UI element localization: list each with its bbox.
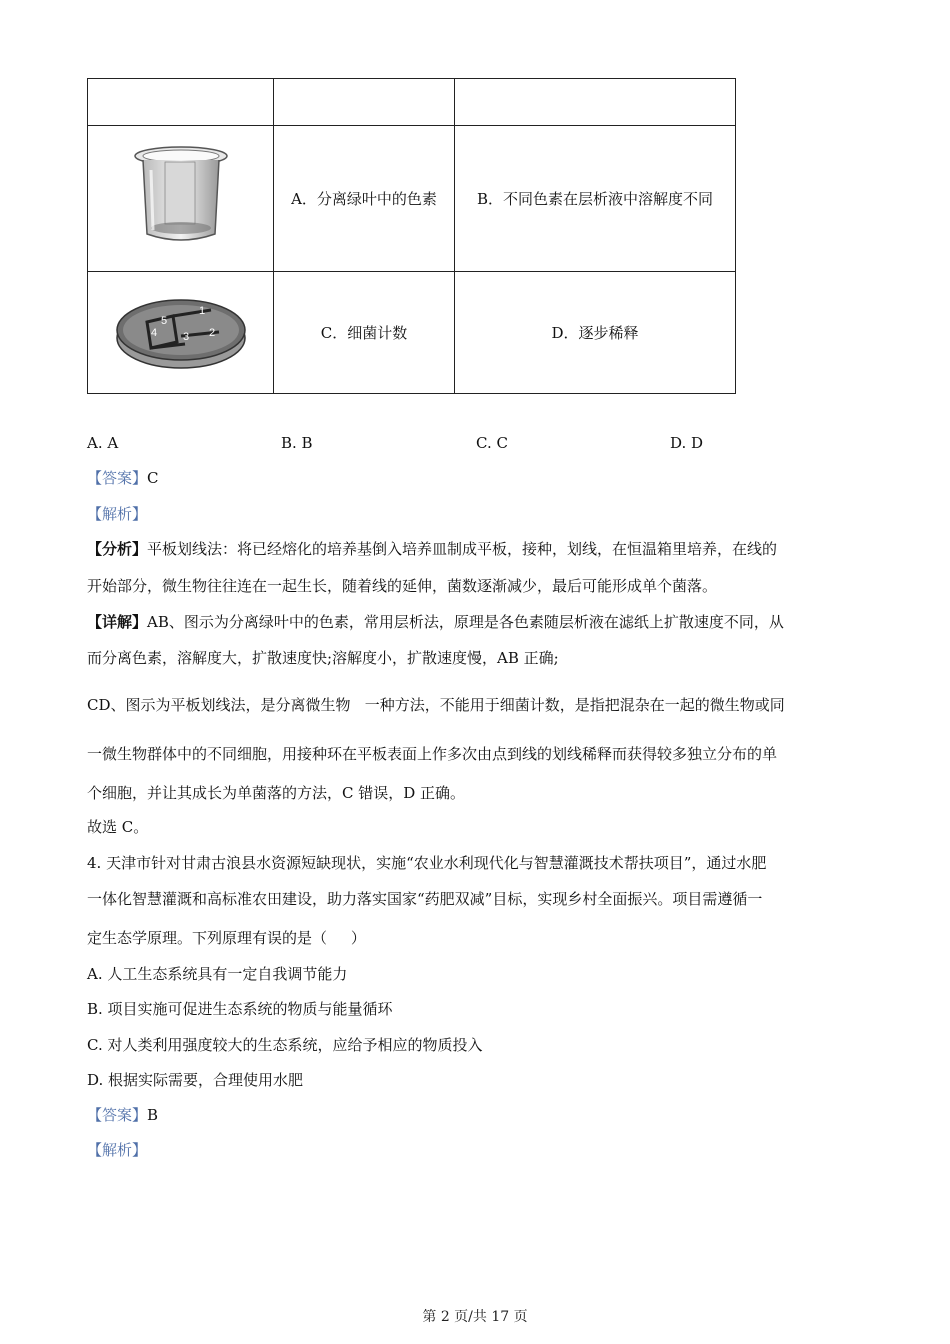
option-a-cell: A．分离绿叶中的色素	[274, 126, 455, 272]
option-c-cell: C．细菌计数	[274, 272, 455, 394]
table-row	[88, 126, 736, 272]
table-header-row	[88, 79, 736, 126]
detail-line: 个细胞，并让其成长为单菌落的方法，C 错误，D 正确。	[87, 784, 466, 802]
q4-analysis-label: 【解析】	[87, 1141, 148, 1159]
figure-table	[87, 78, 736, 394]
answer-value: B	[147, 1106, 159, 1124]
detail-line: 【详解】AB、图示为分离绿叶中的色素，常用层析法，原理是各色素随层析液在滤纸上扩散速度不同，从	[87, 613, 784, 631]
q3-analysis-label: 【解析】	[87, 505, 148, 523]
dish-number: 2	[208, 326, 215, 339]
q4-option-c: C. 对人类利用强度较大的生态系统，应给予相应的物质投入	[87, 1036, 483, 1054]
answer-label: 【答案】	[87, 469, 148, 487]
q4-option-a: A. 人工生态系统具有一定自我调节能力	[87, 965, 348, 983]
q4-stem-line: 定生态学原理。下列原理有误的是（ ）	[87, 929, 366, 947]
q3-answer	[87, 467, 159, 489]
beaker-chromatography-icon	[88, 126, 274, 272]
dish-number: 5	[160, 314, 167, 327]
q4-stem-line: 4. 天津市针对甘肃古浪县水资源短缺现状，实施“农业水利现代化与智慧灌溉技术帮扶项目”，通过水肥	[87, 854, 767, 872]
table-cell	[274, 79, 455, 126]
detail-line: 而分离色素，溶解度大，扩散速度快;溶解度小，扩散速度慢，AB 正确;	[87, 649, 559, 667]
table-cell	[88, 79, 274, 126]
q4-answer	[87, 1104, 158, 1126]
analysis-line: 开始部分，微生物往往连在一起生长，随着线的延伸，菌数逐渐减少，最后可能形成单个菌落。	[87, 577, 718, 595]
detail-line: CD、图示为平板划线法，是分离微生物 一种方法，不能用于细菌计数，是指把混杂在一起的微生物或同	[87, 696, 785, 714]
q4-stem-line: 一体化智慧灌溉和高标准农田建设，助力落实国家“药肥双减”目标，实现乡村全面振兴。项目需遵循一	[87, 890, 763, 908]
q4-option-d: D. 根据实际需要，合理使用水肥	[87, 1071, 304, 1089]
conclusion-line: 故选 C。	[87, 818, 149, 836]
dish-number: 3	[182, 330, 189, 343]
table-cell	[455, 79, 736, 126]
answer-value: C	[147, 469, 159, 487]
option-b-cell: B．不同色素在层析液中溶解度不同	[455, 126, 736, 272]
table-row	[88, 272, 736, 394]
detail-line: 一微生物群体中的不同细胞，用接种环在平板表面上作多次由点到线的划线稀释而获得较多独立分布的单	[87, 745, 778, 763]
q3-option-b: B. B	[281, 434, 313, 452]
q3-option-d: D. D	[670, 434, 704, 452]
dish-number: 1	[198, 304, 205, 317]
dish-number: 4	[150, 326, 157, 339]
option-d-cell: D．逐步稀释	[455, 272, 736, 394]
analysis-line: 【分析】平板划线法：将已经熔化的培养基倒入培养皿制成平板，接种，划线，在恒温箱里培养，在线的	[87, 540, 778, 558]
page-footer: 第 2 页/共 17 页	[422, 1309, 528, 1325]
petri-dish-streak-icon	[88, 272, 274, 394]
q3-option-c: C. C	[476, 434, 508, 452]
q3-option-a: A. A	[87, 434, 119, 452]
answer-label: 【答案】	[87, 1106, 148, 1124]
q4-option-b: B. 项目实施可促进生态系统的物质与能量循环	[87, 1000, 393, 1018]
